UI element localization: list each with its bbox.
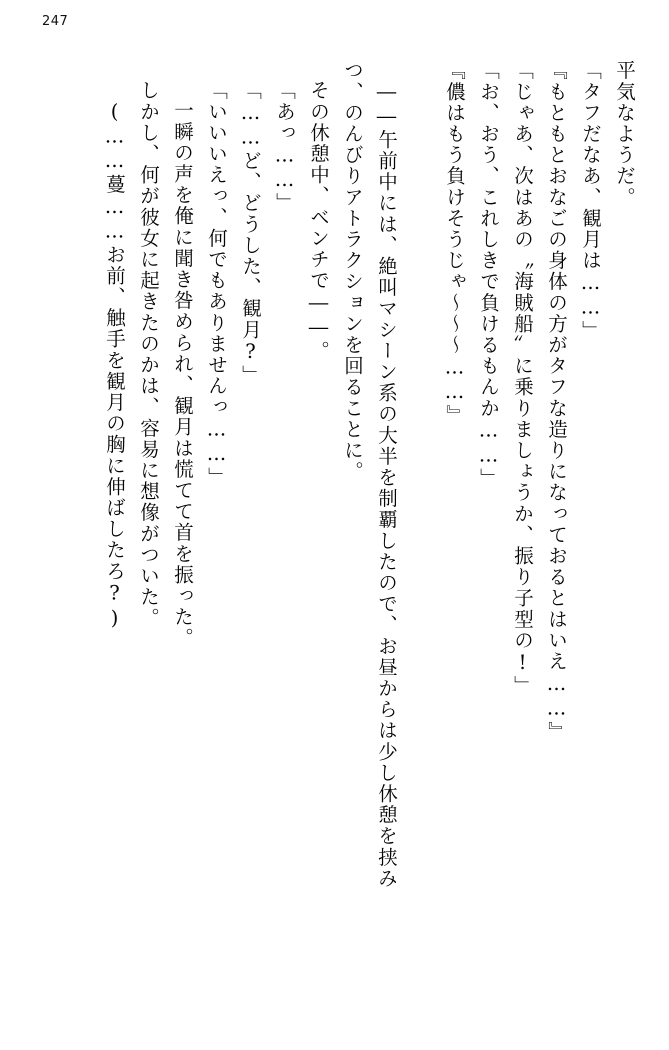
text-line: しかし、何が彼女に起きたのかは、容易に想像がついた。: [137, 80, 160, 629]
text-line: その休憩中、ベンチで――。: [307, 80, 330, 362]
text-line: つ、のんびりアトラクションを回ることに。: [341, 60, 364, 482]
text-line: 一瞬の声を俺に聞き咎められ、観月は慌てて首を振った。: [171, 100, 194, 649]
text-line: 『儂はもう負けそうじゃ～～～……』: [443, 60, 466, 426]
text-line: 「じゃあ、次はあの〝海賊船〟に乗りましょうか、振り子型の!」: [511, 60, 534, 697]
vertical-text-body: [34, 60, 634, 1010]
text-line: 「いいいえっ、何でもありませんっ……」: [205, 80, 228, 488]
page-number: 247: [42, 14, 69, 29]
text-line: 「タフだなあ、観月は……」: [579, 60, 602, 342]
text-line: 「あっ……」: [273, 80, 296, 214]
text-line: (……蔓……お前、触手を観月の胸に伸ばしたろ?): [103, 100, 126, 631]
text-line: [396, 60, 430, 990]
text-line: 「お、おう、これしきで負けるもんか……」: [477, 60, 500, 489]
text-line: 「……ど、どうした、観月?」: [239, 80, 262, 386]
text-line: 『もともとおなごの身体の方がタフな造りになっておるとはいえ……』: [545, 60, 568, 743]
text-line: 平気なようだ。: [613, 60, 636, 208]
text-line: ――午前中には、絶叫マシーン系の大半を制覇したので、お昼からは少し休憩を挟み: [375, 80, 398, 889]
